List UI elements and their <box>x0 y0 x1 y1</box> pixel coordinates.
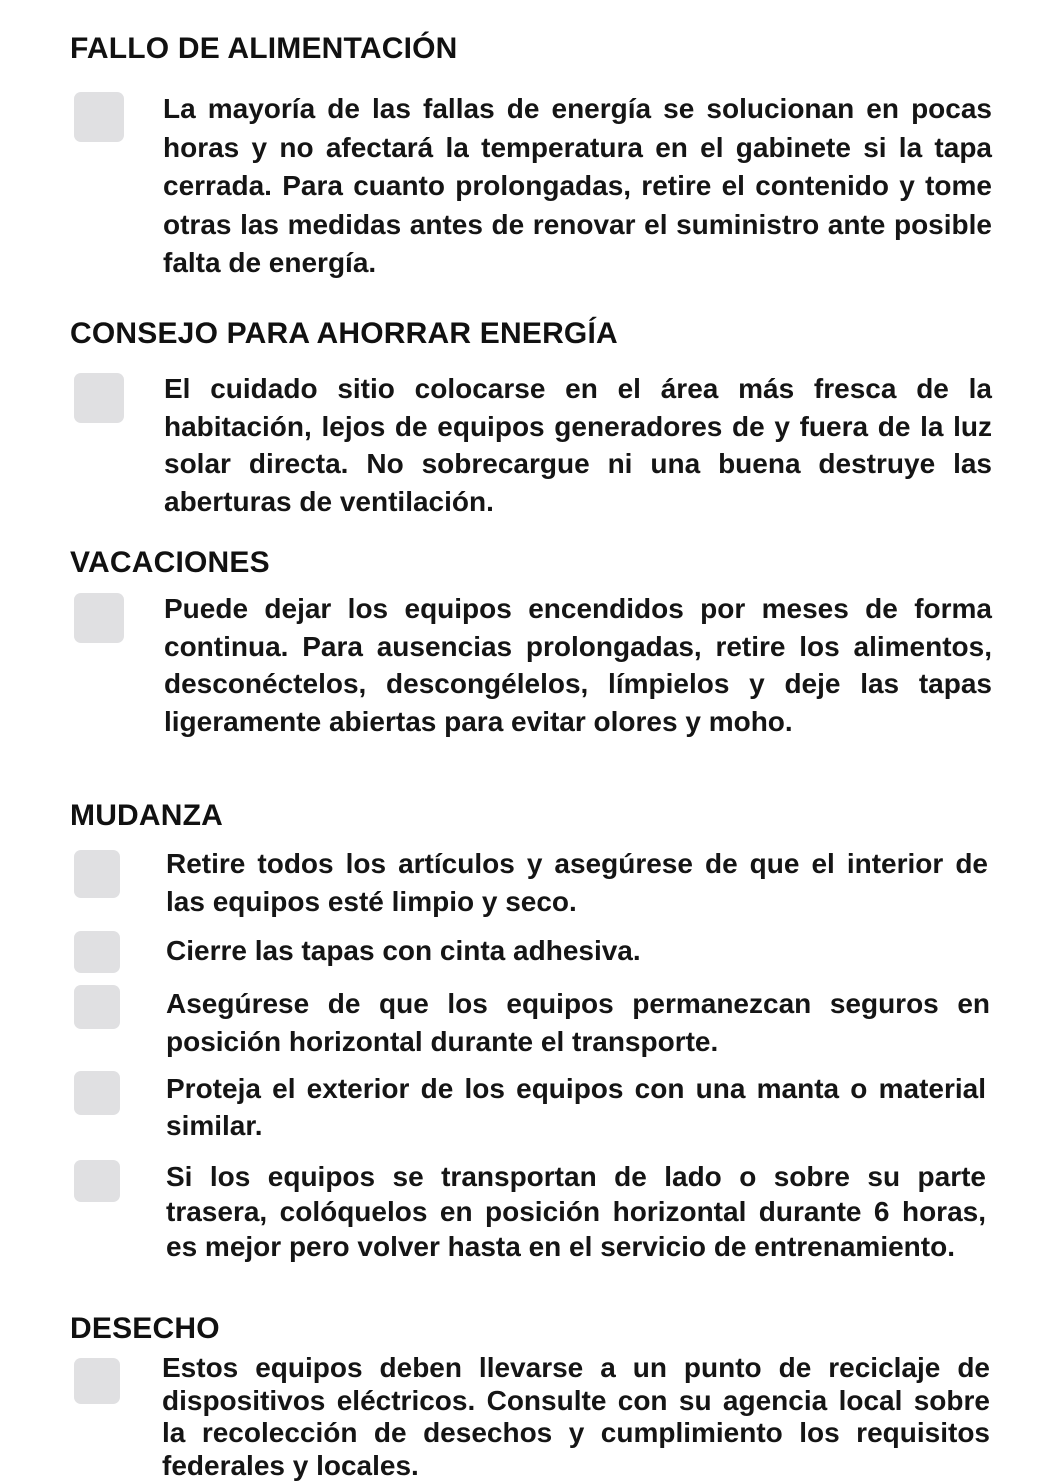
checkbox[interactable] <box>74 593 124 643</box>
paragraph: Estos equipos deben llevarse a un punto de reciclaje de dispositivos eléctricos. Consulte con su agencia local sobre la recolección de desechos y cumplimiento los requisitos federales y locales. <box>162 1352 990 1481</box>
paragraph: La mayoría de las fallas de energía se solucionan en pocas horas y no afectará la temperatura en el gabinete si la tapa cerrada. Para cuanto prolongadas, retire el contenido y tome otras las medidas antes de renovar el suministro ante posible falta de energía. <box>163 93 992 278</box>
section-heading-mudanza: MUDANZA <box>70 799 224 832</box>
checkbox[interactable] <box>74 1160 120 1202</box>
paragraph: Puede dejar los equipos encendidos por meses de forma continua. Para ausencias prolongadas, retire los alimentos, desconéctelos, descongélelos, límpielos y deje las tapas ligeramente abiertas para evitar olores y moho. <box>164 593 992 737</box>
paragraph: El cuidado sitio colocarse en el área más fresca de la habitación, lejos de equipos generadores de y fuera de la luz solar directa. No sobrecargue ni una buena destruye las aberturas de ventilación. <box>164 373 992 517</box>
checkbox[interactable] <box>74 850 120 898</box>
section-heading-fallo-alimentacion: FALLO DE ALIMENTACIÓN <box>70 32 458 65</box>
paragraph: Asegúrese de que los equipos permanezcan seguros en posición horizontal durante el transporte. <box>166 988 990 1057</box>
section-heading-ahorrar-energia: CONSEJO PARA AHORRAR ENERGÍA <box>70 317 618 350</box>
paragraph: Cierre las tapas con cinta adhesiva. <box>166 935 641 966</box>
checkbox[interactable] <box>74 373 124 423</box>
paragraph: Si los equipos se transportan de lado o sobre su parte trasera, colóquelos en posición horizontal durante 6 horas, es mejor pero volver hasta en el servicio de entrenamiento. <box>166 1161 986 1262</box>
section-heading-vacaciones: VACACIONES <box>70 546 270 579</box>
paragraph: Proteja el exterior de los equipos con una manta o material similar. <box>166 1073 986 1141</box>
checkbox[interactable] <box>74 1071 120 1115</box>
section-heading-desecho: DESECHO <box>70 1312 220 1345</box>
paragraph: Retire todos los artículos y asegúrese de que el interior de las equipos esté limpio y seco. <box>166 848 988 917</box>
checkbox[interactable] <box>74 1358 120 1404</box>
checkbox[interactable] <box>74 931 120 973</box>
checkbox[interactable] <box>74 92 124 142</box>
checkbox[interactable] <box>74 985 120 1029</box>
